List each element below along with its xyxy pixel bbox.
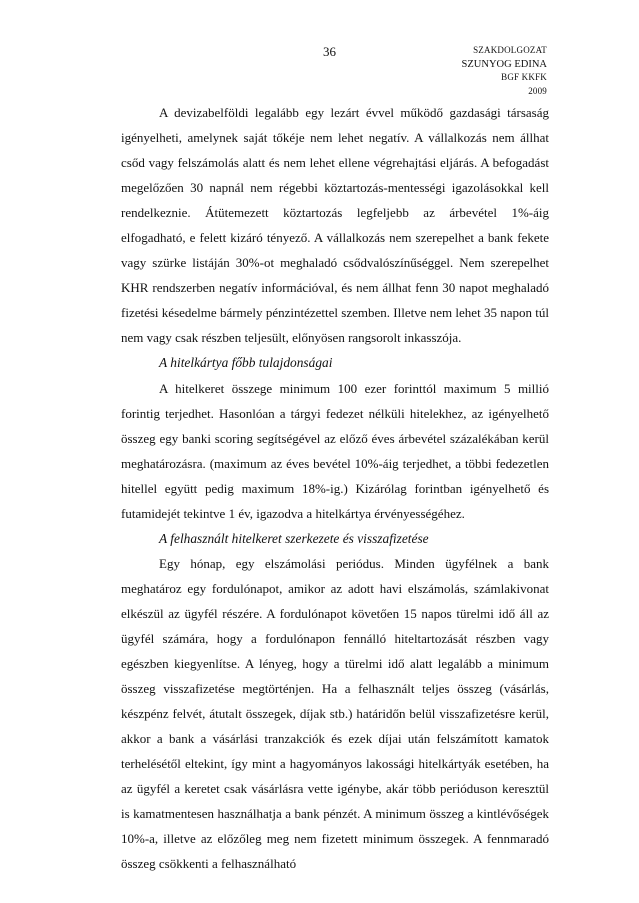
section-heading-repayment: A felhasznált hitelkeret szerkezete és visszafizetése bbox=[159, 530, 429, 546]
document-body bbox=[121, 100, 549, 876]
header-school: BGF KKFK bbox=[501, 72, 547, 82]
paragraph-credit-limit: A hitelkeret összege minimum 100 ezer forinttól maximum 5 millió forintig terjedhet. Hasonlóan a tárgyi fedezet nélküli hitelekhez, az igényelhető összeg egy banki scoring segítségével az előző éves árbevétel százalékában kerül meghatározásra. (maximum az éves bevétel 10%-áig terjedhet, a többi fedezetlen hitellel együtt pedig maximum 18%-ig.) Kizárólag forintban igényelhető és futamidejét tekintve 1 év, igazodva a hitelkártya érvényességéhez. bbox=[121, 380, 549, 521]
header-label: SZAKDOLGOZAT bbox=[473, 45, 547, 55]
paragraph-eligibility: A devizabelföldi legalább egy lezárt évvel működő gazdasági társaság igényelheti, amelynek saját tőkéje nem lehet negatív. A vállalkozás nem állhat csőd vagy felszámolás alatt és nem lehet ellene végrehajtási eljárás. A befogadást megelőzően 30 napnál nem régebbi köztartozás-mentességi igazolásokkal kell rendelkeznie. Átütemezett köztartozás legfeljebb az árbevétel 1%-áig elfogadható, e felett kizáró tényező. A vállalkozás nem szerepelhet a bank fekete vagy szürke listáján 30%-ot meghaladó csődvalószínűséggel. Nem szerepelhet KHR rendszerben negatív információval, és nem állhat fenn 30 napot meghaladó fizetési késedelme bármely pénzintézettel szemben. Illetve nem lehet 35 napon túl nem vagy csak részben teljesült, előnyösen rangsorolt inkasszója. bbox=[121, 105, 549, 346]
page-number: 36 bbox=[323, 44, 336, 59]
paragraph-repayment: Egy hónap, egy elszámolási periódus. Minden ügyfélnek a bank meghatároz egy fordulónapot, amikor az adott havi elszámolás, számlakivonat elkészül az ügyfél részére. A fordulónapot követően 15 napos türelmi idő áll az ügyfél számára, hogy a fordulónapon fennálló hiteltartozását részben vagy egészben kiegyenlítse. A lényeg, hogy a türelmi idő alatt legalább a minimum összeg visszafizetése megtörténjen. Ha a felhasznált teljes összeg (vásárlás, készpénz felvét, átutalt összegek, díjak stb.) határidőn belül visszafizetésre kerül, akkor a bank a vásárlási tranzakciók és ezek díjai után felszámított kamatok terhelésétől eltekint, így mint a hagyományos lakossági hitelkártyák esetében, ha az ügyfél a keretet csak vásárlásra vette igénybe, akár több perióduson keresztül is kamatmentesen használhatja a bank pénzét. A minimum összeg a kintlévőségek 10%-a, illetve az előzőleg meg nem fizetett minimum összegek. A fennmaradó összeg csökkenti a felhasználható bbox=[121, 555, 549, 872]
header-author: SZUNYOG EDINA bbox=[461, 58, 547, 70]
section-heading-card-properties: A hitelkártya főbb tulajdonságai bbox=[159, 355, 333, 371]
running-header bbox=[462, 44, 547, 98]
header-year: 2009 bbox=[528, 85, 547, 96]
